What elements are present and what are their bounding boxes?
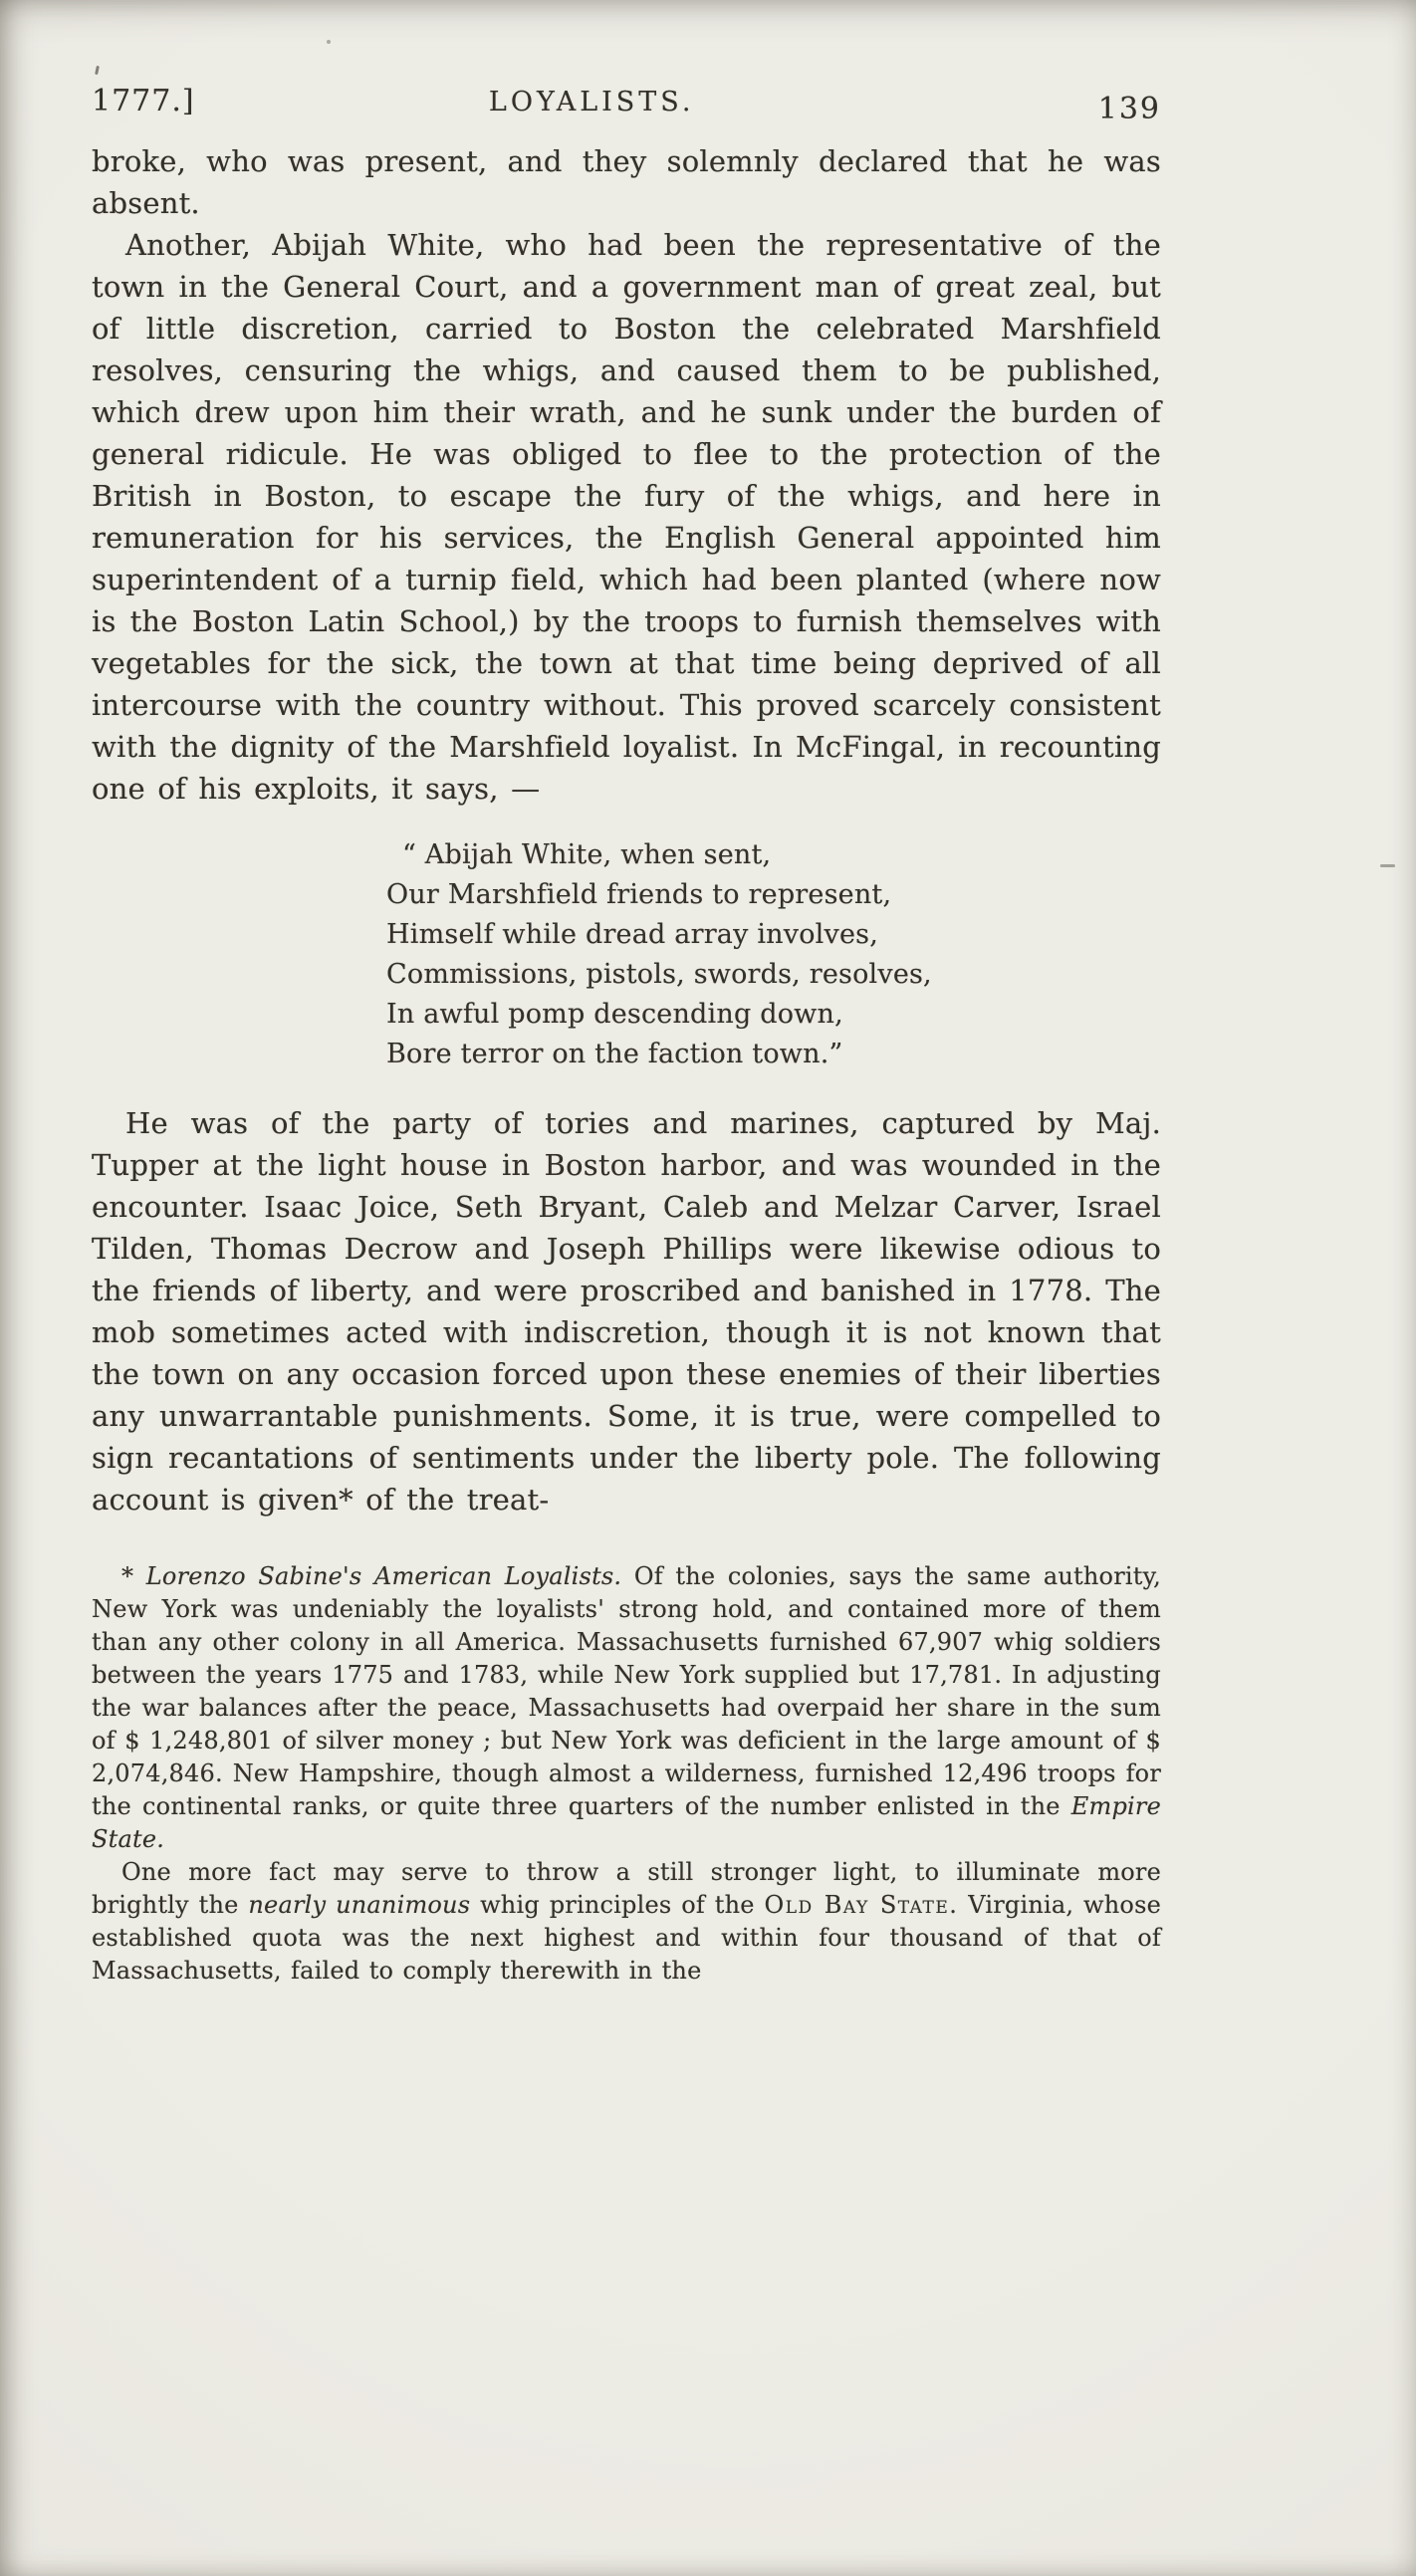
footnote-paragraph-1	[92, 1560, 1161, 1856]
paragraph-abijah-white: Another, Abijah White, who had been the representative of the town in the General Court, and a government man of great zeal, but of little discretion, carried to Boston the celebrated Marshfield resolves, censuring the whigs, and caused them to be published, which drew upon him their wrath, and he sunk under the burden of general ridicule. He was obliged to flee to the protection of the British in Boston, to escape the fury of the whigs, and here in remuneration for his services, the English General appointed him superintendent of a turnip field, which had been planted (where now is the Boston Latin School,) by the troops to furnish themselves with vegetables for the sick, the town at that time being deprived of all intercourse with the country without. This proved scarcely consistent with the dignity of the Marshfield loyalist. In McFingal, in recounting one of his exploits, it says, —	[92, 228, 1161, 806]
footnote-source-title: Lorenzo Sabine's American Loyalists.	[145, 1562, 622, 1590]
footnote-nearly-unanimous: nearly unanimous	[248, 1891, 471, 1919]
paragraph-tories-marines: He was of the party of tories and marines, captured by Maj. Tupper at the light house in Boston harbor, and was wounded in the encounter. Isaac Joice, Seth Bryant, Caleb and Melzar Carver, Israel Tilden, Thomas Decrow and Joseph Phillips were likewise odious to the friends of liberty, and were proscribed and banished in 1778. The mob sometimes acted with indiscretion, though it is not known that the town on any occasion forced upon these enemies of their liberties any unwarrantable punishments. Some, it is true, were compelled to sign recantations of sentiments under the liberty pole. The following account is given* of the treat-	[92, 1106, 1161, 1517]
footnote-marker: *	[121, 1562, 146, 1590]
scan-artifact	[1380, 864, 1395, 867]
footnote-section	[92, 1560, 1161, 1988]
footnote-empire-state: Empire State.	[92, 1792, 1161, 1853]
footnote-paragraph-2	[92, 1856, 1161, 1988]
poem-line: In awful pomp descending down,	[386, 999, 843, 1030]
poem-line: Commissions, pistols, swords, resolves,	[386, 959, 932, 990]
running-header	[92, 84, 1161, 126]
poem-line: Bore terror on the faction town.”	[386, 1039, 843, 1069]
scan-artifact	[95, 66, 100, 75]
scan-artifact	[327, 40, 331, 44]
footnote-body-text: Of the colonies, says the same authority, New York was undeniably the loyalists' strong hold, and contained more of them than any other colony in all America. Massachusetts furnished 67,907 whig soldiers between the years 1775 and 1783, while New York supplied but 17,781. In adjusting the war balances after the peace, Massachusetts had overpaid her share in the sum of $ 1,248,801 of silver money ; but New York was deficient in the large amount of $ 2,074,846. New Hampshire, though almost a wilderness, furnished 12,496 troops for the continental ranks, or quite three quarters of the number enlisted in the	[92, 1562, 1161, 1820]
page-content	[92, 84, 1161, 1988]
footnote-text-mid: whig principles of the	[470, 1891, 765, 1919]
poem-mcfingal-quote	[386, 835, 1161, 1074]
header-year: 1777.]	[92, 84, 195, 118]
header-title: LOYALISTS.	[488, 87, 695, 117]
footnote-old-bay-state: Old Bay State.	[764, 1891, 959, 1919]
poem-line: “ Abijah White, when sent,	[402, 839, 772, 870]
footnote-text-end: Virginia, whose established quota was the next highest and within four thousand of that of Massachusetts, failed to comply therewith in the	[92, 1891, 1162, 1985]
page-number: 139	[1097, 92, 1161, 126]
paragraph-continuation: broke, who was present, and they solemnly declared that he was absent.	[92, 144, 1161, 220]
footnote-text-start: One more fact may serve to throw a still stronger light, to illuminate more brightly the	[92, 1858, 1161, 1919]
poem-line: Our Marshfield friends to represent,	[386, 879, 892, 910]
poem-line: Himself while dread array involves,	[386, 919, 878, 950]
